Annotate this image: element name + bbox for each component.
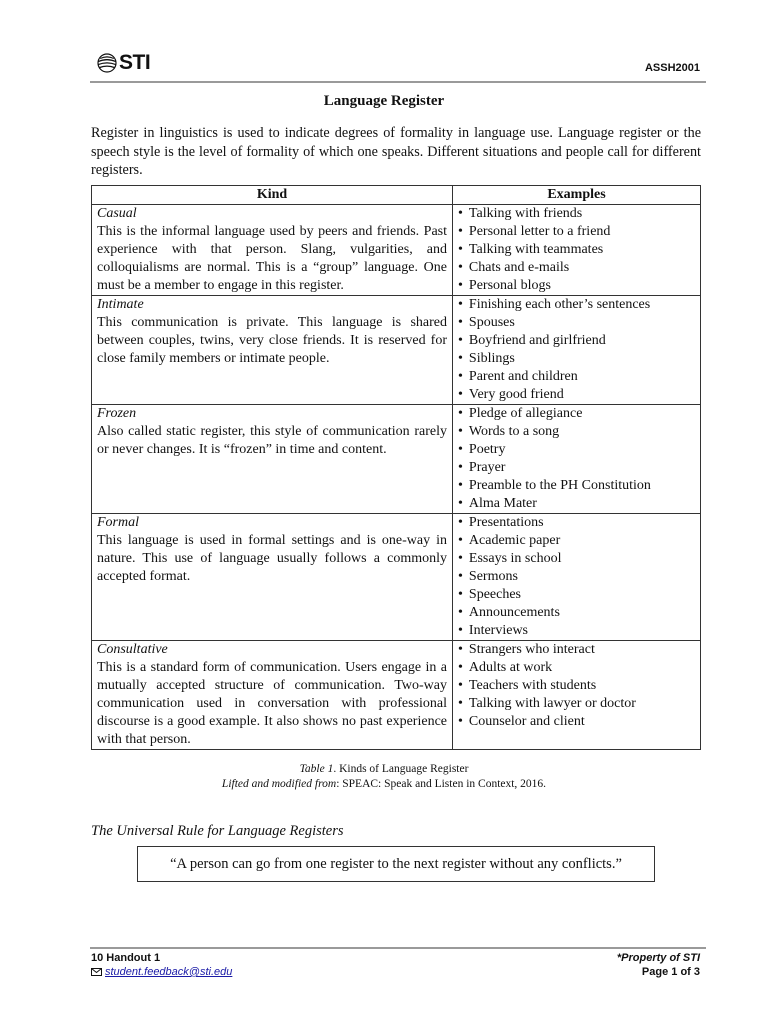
table-source (0, 777, 768, 792)
sti-globe-icon (96, 52, 118, 74)
kind-cell (92, 205, 453, 296)
example-item: • Pledge of allegiance (458, 405, 695, 423)
example-item: • Talking with teammates (458, 241, 695, 259)
example-item: • Announcements (458, 604, 695, 622)
example-item: • Strangers who interact (458, 641, 695, 659)
examples-list (458, 296, 695, 404)
table-row (92, 514, 701, 641)
example-item: • Poetry (458, 441, 695, 459)
example-item: • Adults at work (458, 659, 695, 677)
kind-description: This is a standard form of communication. Users engage in a mutually accepted structure of communication. Two-way communication used in conversation with professional discourse is a good example. It also shows no past experience with that person. (97, 660, 447, 747)
table-row (92, 205, 701, 296)
example-item: • Siblings (458, 350, 695, 368)
property-label: *Property of STI (616, 952, 700, 964)
examples-cell (453, 296, 701, 405)
example-item: • Academic paper (458, 532, 695, 550)
intro-paragraph: Register in linguistics is used to indicate degrees of formality in language use. Language register or the speech style is the level of formality of which one speaks. Different situations and people call for different registers. (91, 125, 701, 178)
page-number: Page 1 of 3 (641, 966, 700, 978)
caption-table-title: . Kinds of Language Register (333, 763, 469, 775)
kind-name: Casual (97, 206, 137, 221)
footer-divider (90, 947, 706, 949)
email-row (91, 965, 232, 979)
register-table (91, 185, 701, 750)
kind-description: This communication is private. This language is shared between couples, twins, very close friends. It is reserved for close family members or intimate people. (97, 315, 447, 366)
kind-description: This language is used in formal settings and is one-way in nature. This use of language usually follows a commonly accepted format. (97, 533, 447, 584)
example-item: • Parent and children (458, 368, 695, 386)
examples-list (458, 514, 695, 640)
table-row (92, 296, 701, 405)
example-item: • Words to a song (458, 423, 695, 441)
example-item: • Personal blogs (458, 277, 695, 295)
source-label: Lifted and modified from (221, 778, 337, 790)
header-divider (90, 81, 706, 83)
kind-cell (92, 514, 453, 641)
header-kind: Kind (92, 186, 453, 205)
header-examples: Examples (453, 186, 701, 205)
kind-description: Also called static register, this style of communication rarely or never changes. It is “frozen” in time and content. (97, 424, 447, 457)
kind-name: Formal (97, 515, 139, 530)
quote-box: “A person can go from one register to the next register without any conflicts.” (137, 846, 655, 882)
table-header-row (92, 186, 701, 205)
example-item: • Preamble to the PH Constitution (458, 477, 695, 495)
examples-cell (453, 205, 701, 296)
sti-logo (96, 50, 150, 76)
example-item: • Presentations (458, 514, 695, 532)
section-heading: The Universal Rule for Language Registers (91, 823, 344, 839)
page-title: Language Register (323, 93, 445, 109)
examples-cell (453, 514, 701, 641)
example-item: • Sermons (458, 568, 695, 586)
table-row (92, 405, 701, 514)
kind-name: Consultative (97, 642, 168, 657)
kind-cell (92, 641, 453, 750)
caption-table-label: Table 1 (299, 763, 334, 775)
example-item: • Prayer (458, 459, 695, 477)
footer-right (617, 951, 700, 979)
example-item: • Finishing each other’s sentences (458, 296, 695, 314)
examples-list (458, 641, 695, 731)
table-caption (0, 762, 768, 777)
example-item: • Very good friend (458, 386, 695, 404)
table-row (92, 641, 701, 750)
example-item: • Teachers with students (458, 677, 695, 695)
email-link[interactable]: student.feedback@sti.edu (105, 966, 233, 978)
example-item: • Counselor and client (458, 713, 695, 731)
kind-cell (92, 405, 453, 514)
kind-name: Frozen (97, 406, 137, 421)
examples-list (458, 205, 695, 295)
example-item: • Spouses (458, 314, 695, 332)
example-item: • Personal letter to a friend (458, 223, 695, 241)
kind-cell (92, 296, 453, 405)
example-item: • Essays in school (458, 550, 695, 568)
example-item: • Talking with friends (458, 205, 695, 223)
document-code: ASSH2001 (644, 62, 700, 74)
kind-description: This is the informal language used by peers and friends. Past experience with that person. Slang, vulgarities, and colloquialisms are normal. This is a “group” language. One must be a member to engage in this register. (97, 224, 447, 293)
example-item: • Interviews (458, 622, 695, 640)
kind-name: Intimate (97, 297, 144, 312)
examples-list (458, 405, 695, 513)
envelope-icon (91, 968, 102, 976)
footer-left (91, 951, 232, 979)
example-item: • Talking with lawyer or doctor (458, 695, 695, 713)
handout-label: 10 Handout 1 (91, 952, 161, 964)
logo-text: STI (119, 51, 151, 74)
examples-cell (453, 405, 701, 514)
examples-cell (453, 641, 701, 750)
example-item: • Boyfriend and girlfriend (458, 332, 695, 350)
example-item: • Alma Mater (458, 495, 695, 513)
source-text: : SPEAC: Speak and Listen in Context, 2016. (336, 778, 547, 790)
example-item: • Chats and e-mails (458, 259, 695, 277)
example-item: • Speeches (458, 586, 695, 604)
